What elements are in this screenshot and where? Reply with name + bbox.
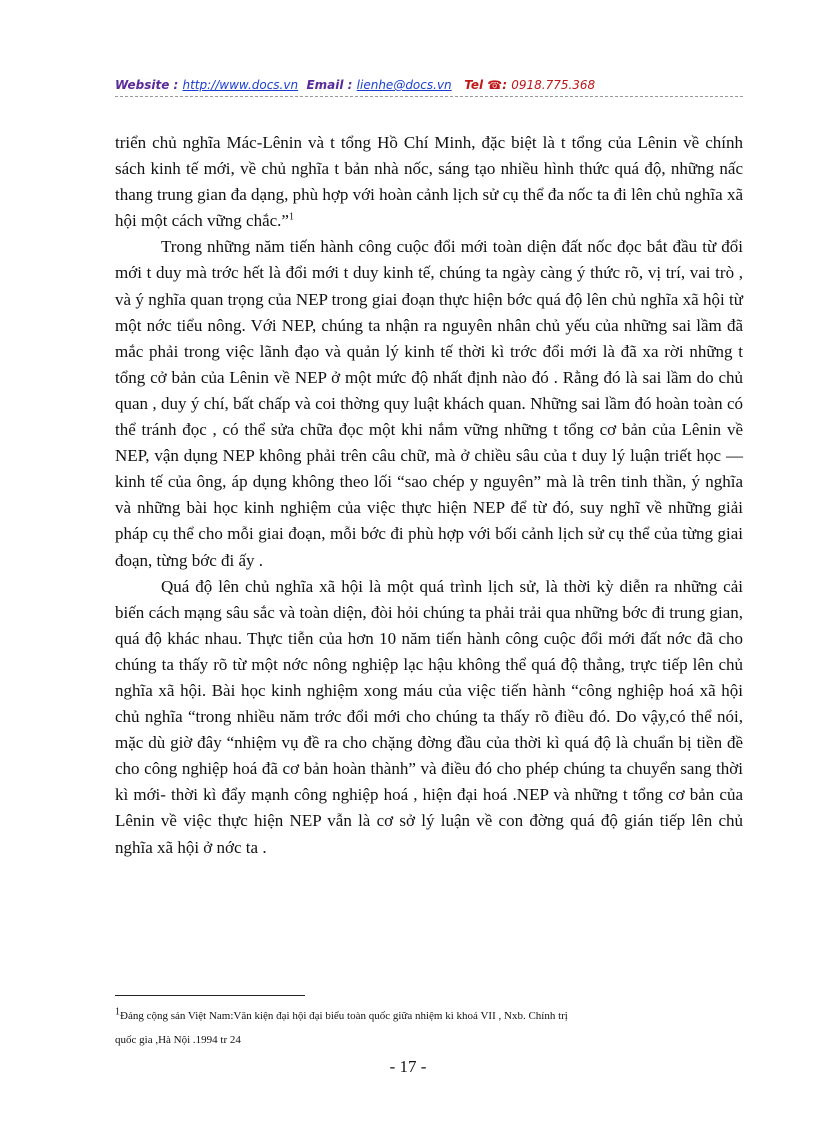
page-number: - 17 - [389,1057,427,1076]
paragraph-text: triển chủ nghĩa Mác-Lênin và t tổng Hồ Chí Minh, đặc biệt là t tổng của Lênin về chính sách kinh tế mới, về chủ nghĩa t bản nhà nốc, sáng tạo nhiều hình thức quá độ, những nấc thang trung gian đa dạng, phù hợp với hoàn cảnh lịch sử cụ thể đa nốc ta đi lên chủ nghĩa xã hội một cách vững chắc.” [115,133,743,231]
website-label: Website : [115,78,179,92]
footnote-line [115,1004,715,1028]
paragraph-continued [115,130,743,234]
footnote-reference[interactable]: 1 [288,211,294,223]
website-link[interactable]: http://www.docs.vn [182,78,299,92]
page-header [115,78,745,96]
phone-icon: ☎: [487,78,508,92]
paragraph: Quá độ lên chủ nghĩa xã hội là một quá trình lịch sử, là thời kỳ diễn ra những cải biến cách mạng sâu sắc và toàn diện, đòi hỏi chúng ta phải trải qua những bớc đi trung gian, quá độ khác nhau. Thực tiễn của hơn 10 năm tiến hành công cuộc đổi mới đất nớc đã cho chúng ta thấy rõ từ một nớc nông nghiệp lạc hậu không thể quá độ thẳng, trực tiếp lên chủ nghĩa xã hội. Bài học kinh nghiệm xong máu của việc tiến hành “công nghiệp hoá xã hội chủ nghĩa “trong nhiều năm trớc đổi mới cho chúng ta thấy rõ điều đó. Do vậy,có thể nói, mặc dù giờ đây “nhiệm vụ đề ra cho chặng đờng đầu của thời kì quá độ là chuẩn bị tiền đề cho công nghiệp hoá đã cơ bản hoàn thành” và điều đó cho phép chúng ta chuyển sang thời kì mới- thời kì đẩy mạnh công nghiệp hoá , hiện đại hoá .NEP và những t tổng cơ bản của Lênin về việc thực hiện NEP vẫn là cơ sở lý luận về con đờng quá độ gián tiếp lên chủ nghĩa xã hội ở nớc ta . [115,576,743,857]
paragraph: Trong những năm tiến hành công cuộc đổi mới toàn diện đất nốc đọc bắt đầu từ đổi mới t duy mà trớc hết là đổi mới t duy kinh tế, chúng ta ngày càng ý thức rõ, vị trí, vai trò , và ý nghĩa quan trọng của NEP trong giai đoạn thực hiện bớc quá độ lên chủ nghĩa xã hội từ một nớc tiểu nông. Với NEP, chúng ta nhận ra nguyên nhân chủ yếu của những sai lầm đã mắc phải trong việc lãnh đạo và quản lý kinh tế thời kì trớc đổi mới là đã xa rời những t tổng cở bản của Lênin về NEP ở một mức độ nhất định nào đó . Rằng đó là sai lầm do chủ quan , duy ý chí, bất chấp và coi thờng quy luật khách quan. Những sai lầm đó hoàn toàn có thể tránh đọc , có thể sửa chữa đọc một khi nắm vững những t tổng cơ bản của Lênin về NEP, vận dụng NEP không phải trên câu chữ, mà ở chiều sâu của t duy lý luận triết học — kinh tế của ông, áp dụng không theo lối “sao chép y nguyên” mà là trên tinh thần, ý nghĩa và những bài học kinh nghiệm của việc thực hiện NEP để từ đó, suy nghĩ về những giải pháp cụ thể cho mỗi giai đoạn, mỗi bớc đi phù hợp với bối cảnh lịch sử cụ thể của từng giai đoạn, từng bớc đi ấy . [115,237,743,570]
footnote-number: 1 [115,1006,120,1018]
header-divider [115,96,743,97]
email-label: Email [306,78,344,92]
tel-label: Tel [464,78,484,92]
body-text [115,130,743,861]
footnote-divider [115,995,305,996]
email-link[interactable]: lienhe@docs.vn [356,78,452,92]
email-separator: : [347,78,353,92]
footnote [115,1004,715,1052]
footnote-text: Đảng cộng sản Việt Nam:Văn kiện đại hội đại biểu toàn quốc giữa nhiệm kì khoá VII , Nxb. Chính trị [120,1010,568,1022]
tel-number: 0918.775.368 [511,78,596,92]
footnote-line: quốc gia ,Hà Nội .1994 tr 24 [115,1034,241,1046]
